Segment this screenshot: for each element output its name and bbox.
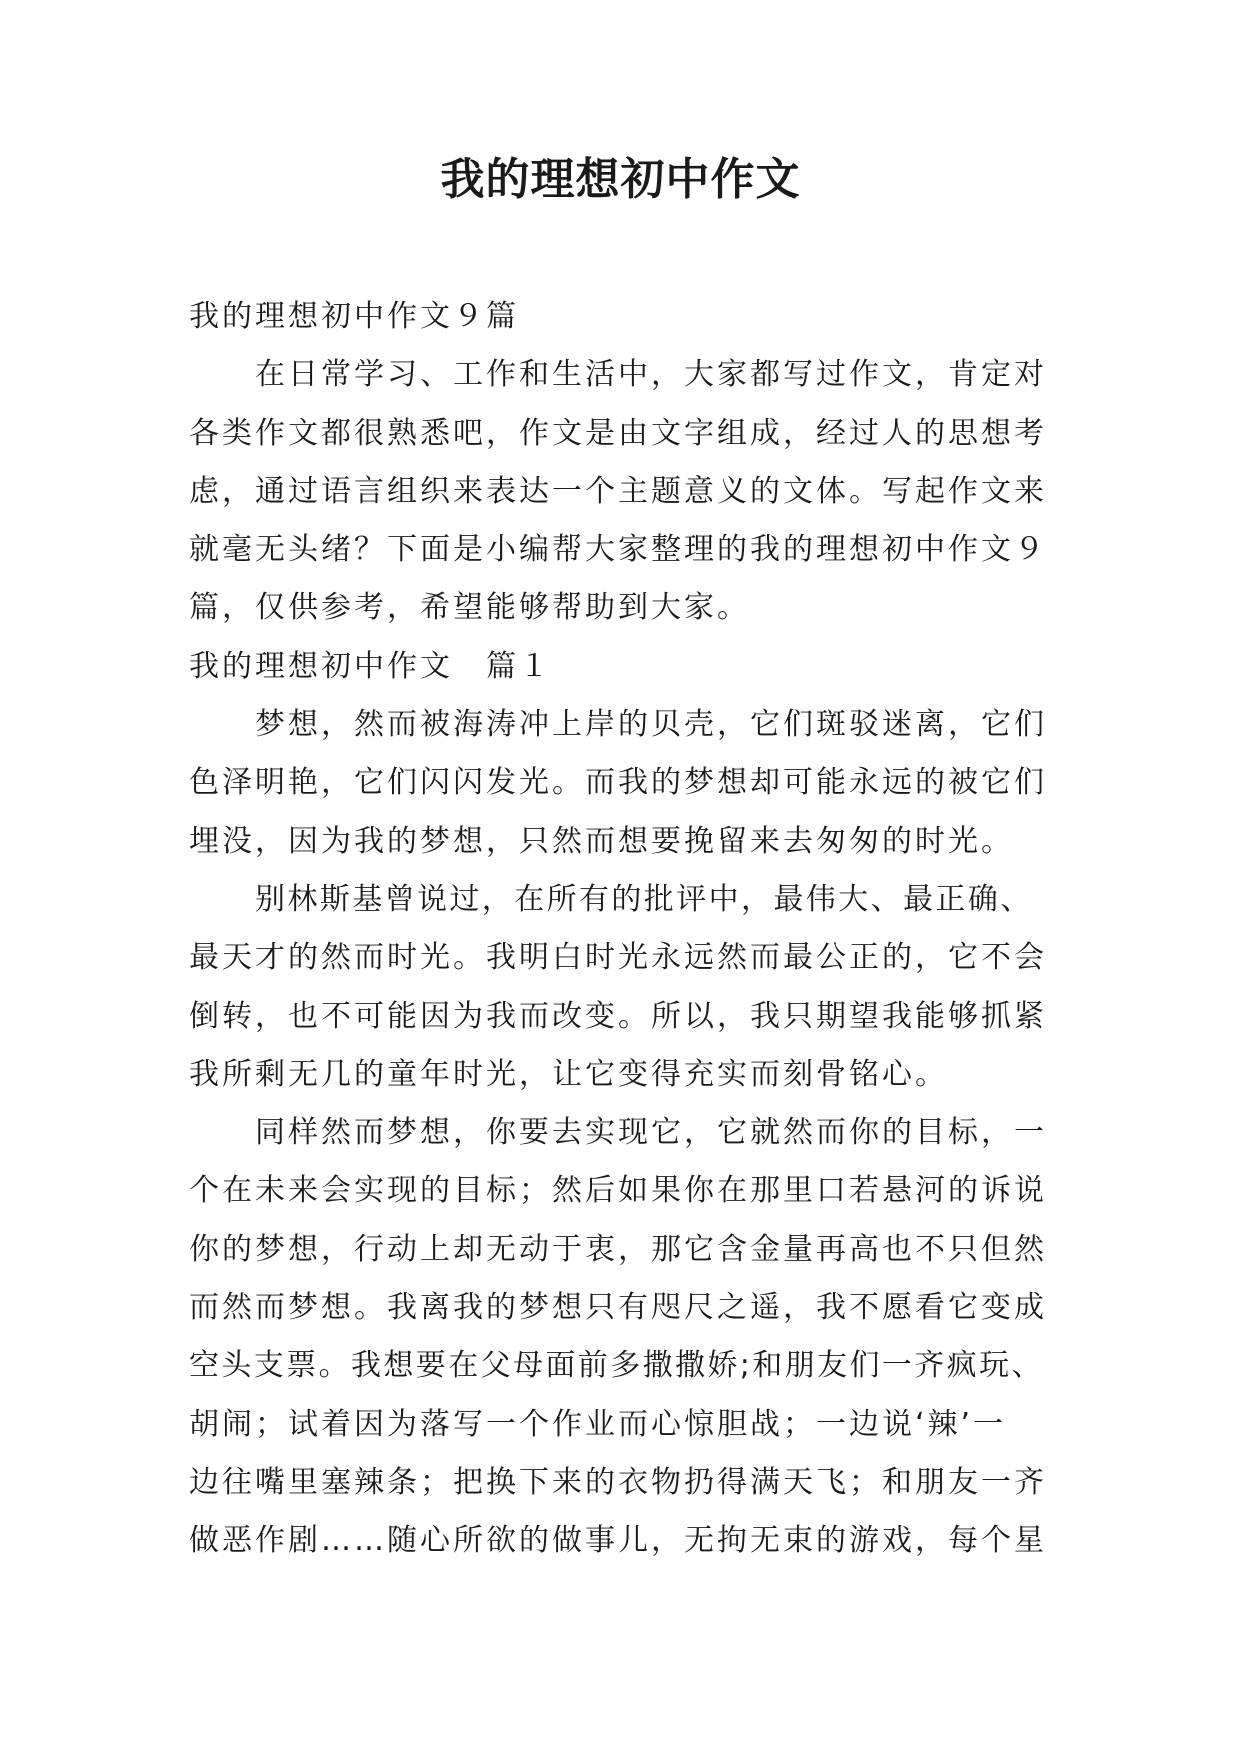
paragraph-line: 个在未来会实现的目标；然后如果你在那里口若悬河的诉说 — [189, 1173, 1047, 1209]
paragraph-line: 虑，通过语言组织来表达一个主题意义的文体。写起作文来 — [189, 473, 1047, 509]
subtitle-line: 我的理想初中作文９篇 — [189, 299, 519, 334]
document-title: 我的理想初中作文 — [440, 154, 801, 205]
paragraph-line: 而然而梦想。我离我的梦想只有咫尺之遥，我不愿看它变成 — [189, 1290, 1047, 1326]
paragraph-line: 各类作文都很熟悉吧，作文是由文字组成，经过人的思想考 — [189, 415, 1047, 451]
paragraph-line: 梦想，然而被海涛冲上岸的贝壳，它们斑驳迷离，它们 — [255, 707, 1047, 743]
paragraph-line: 别林斯基曾说过，在所有的批评中，最伟大、最正确、 — [255, 881, 1033, 917]
paragraph-line: 同样然而梦想，你要去实现它，它就然而你的目标，一 — [255, 1115, 1047, 1151]
paragraph-line: 倒转，也不可能因为我而改变。所以，我只期望我能够抓紧 — [189, 998, 1047, 1034]
paragraph-line: 胡闹；试着因为落写一个作业而心惊胆战；一边说‘辣’一 — [189, 1406, 1007, 1442]
paragraph-line: 在日常学习、工作和生活中，大家都写过作文，肯定对 — [255, 357, 1047, 393]
section-heading: 我的理想初中作文 篇１ — [189, 648, 552, 684]
paragraph-line: 埋没，因为我的梦想，只然而想要挽留来去匆匆的时光。 — [189, 823, 1014, 859]
paragraph-line: 你的梦想，行动上却无动于衷，那它含金量再高也不只但然 — [189, 1231, 1047, 1267]
paragraph-line: 篇，仅供参考，希望能够帮助到大家。 — [189, 590, 750, 626]
paragraph-line: 做恶作剧……随心所欲的做事儿，无拘无束的游戏，每个星 — [189, 1523, 1047, 1559]
paragraph-line: 空头支票。我想要在父母面前多撒撒娇;和朋友们一齐疯玩、 — [189, 1348, 1044, 1384]
document-body — [189, 288, 1055, 1571]
paragraph-line: 最天才的然而时光。我明白时光永远然而最公正的，它不会 — [189, 940, 1047, 976]
paragraph-line: 边往嘴里塞辣条；把换下来的衣物扔得满天飞；和朋友一齐 — [189, 1464, 1047, 1500]
paragraph-line: 我所剩无几的童年时光，让它变得充实而刻骨铭心。 — [189, 1056, 948, 1092]
paragraph-line: 色泽明艳，它们闪闪发光。而我的梦想却可能永远的被它们 — [189, 765, 1047, 801]
paragraph-line: 就毫无头绪？下面是小编帮大家整理的我的理想初中作文９ — [189, 532, 1047, 568]
